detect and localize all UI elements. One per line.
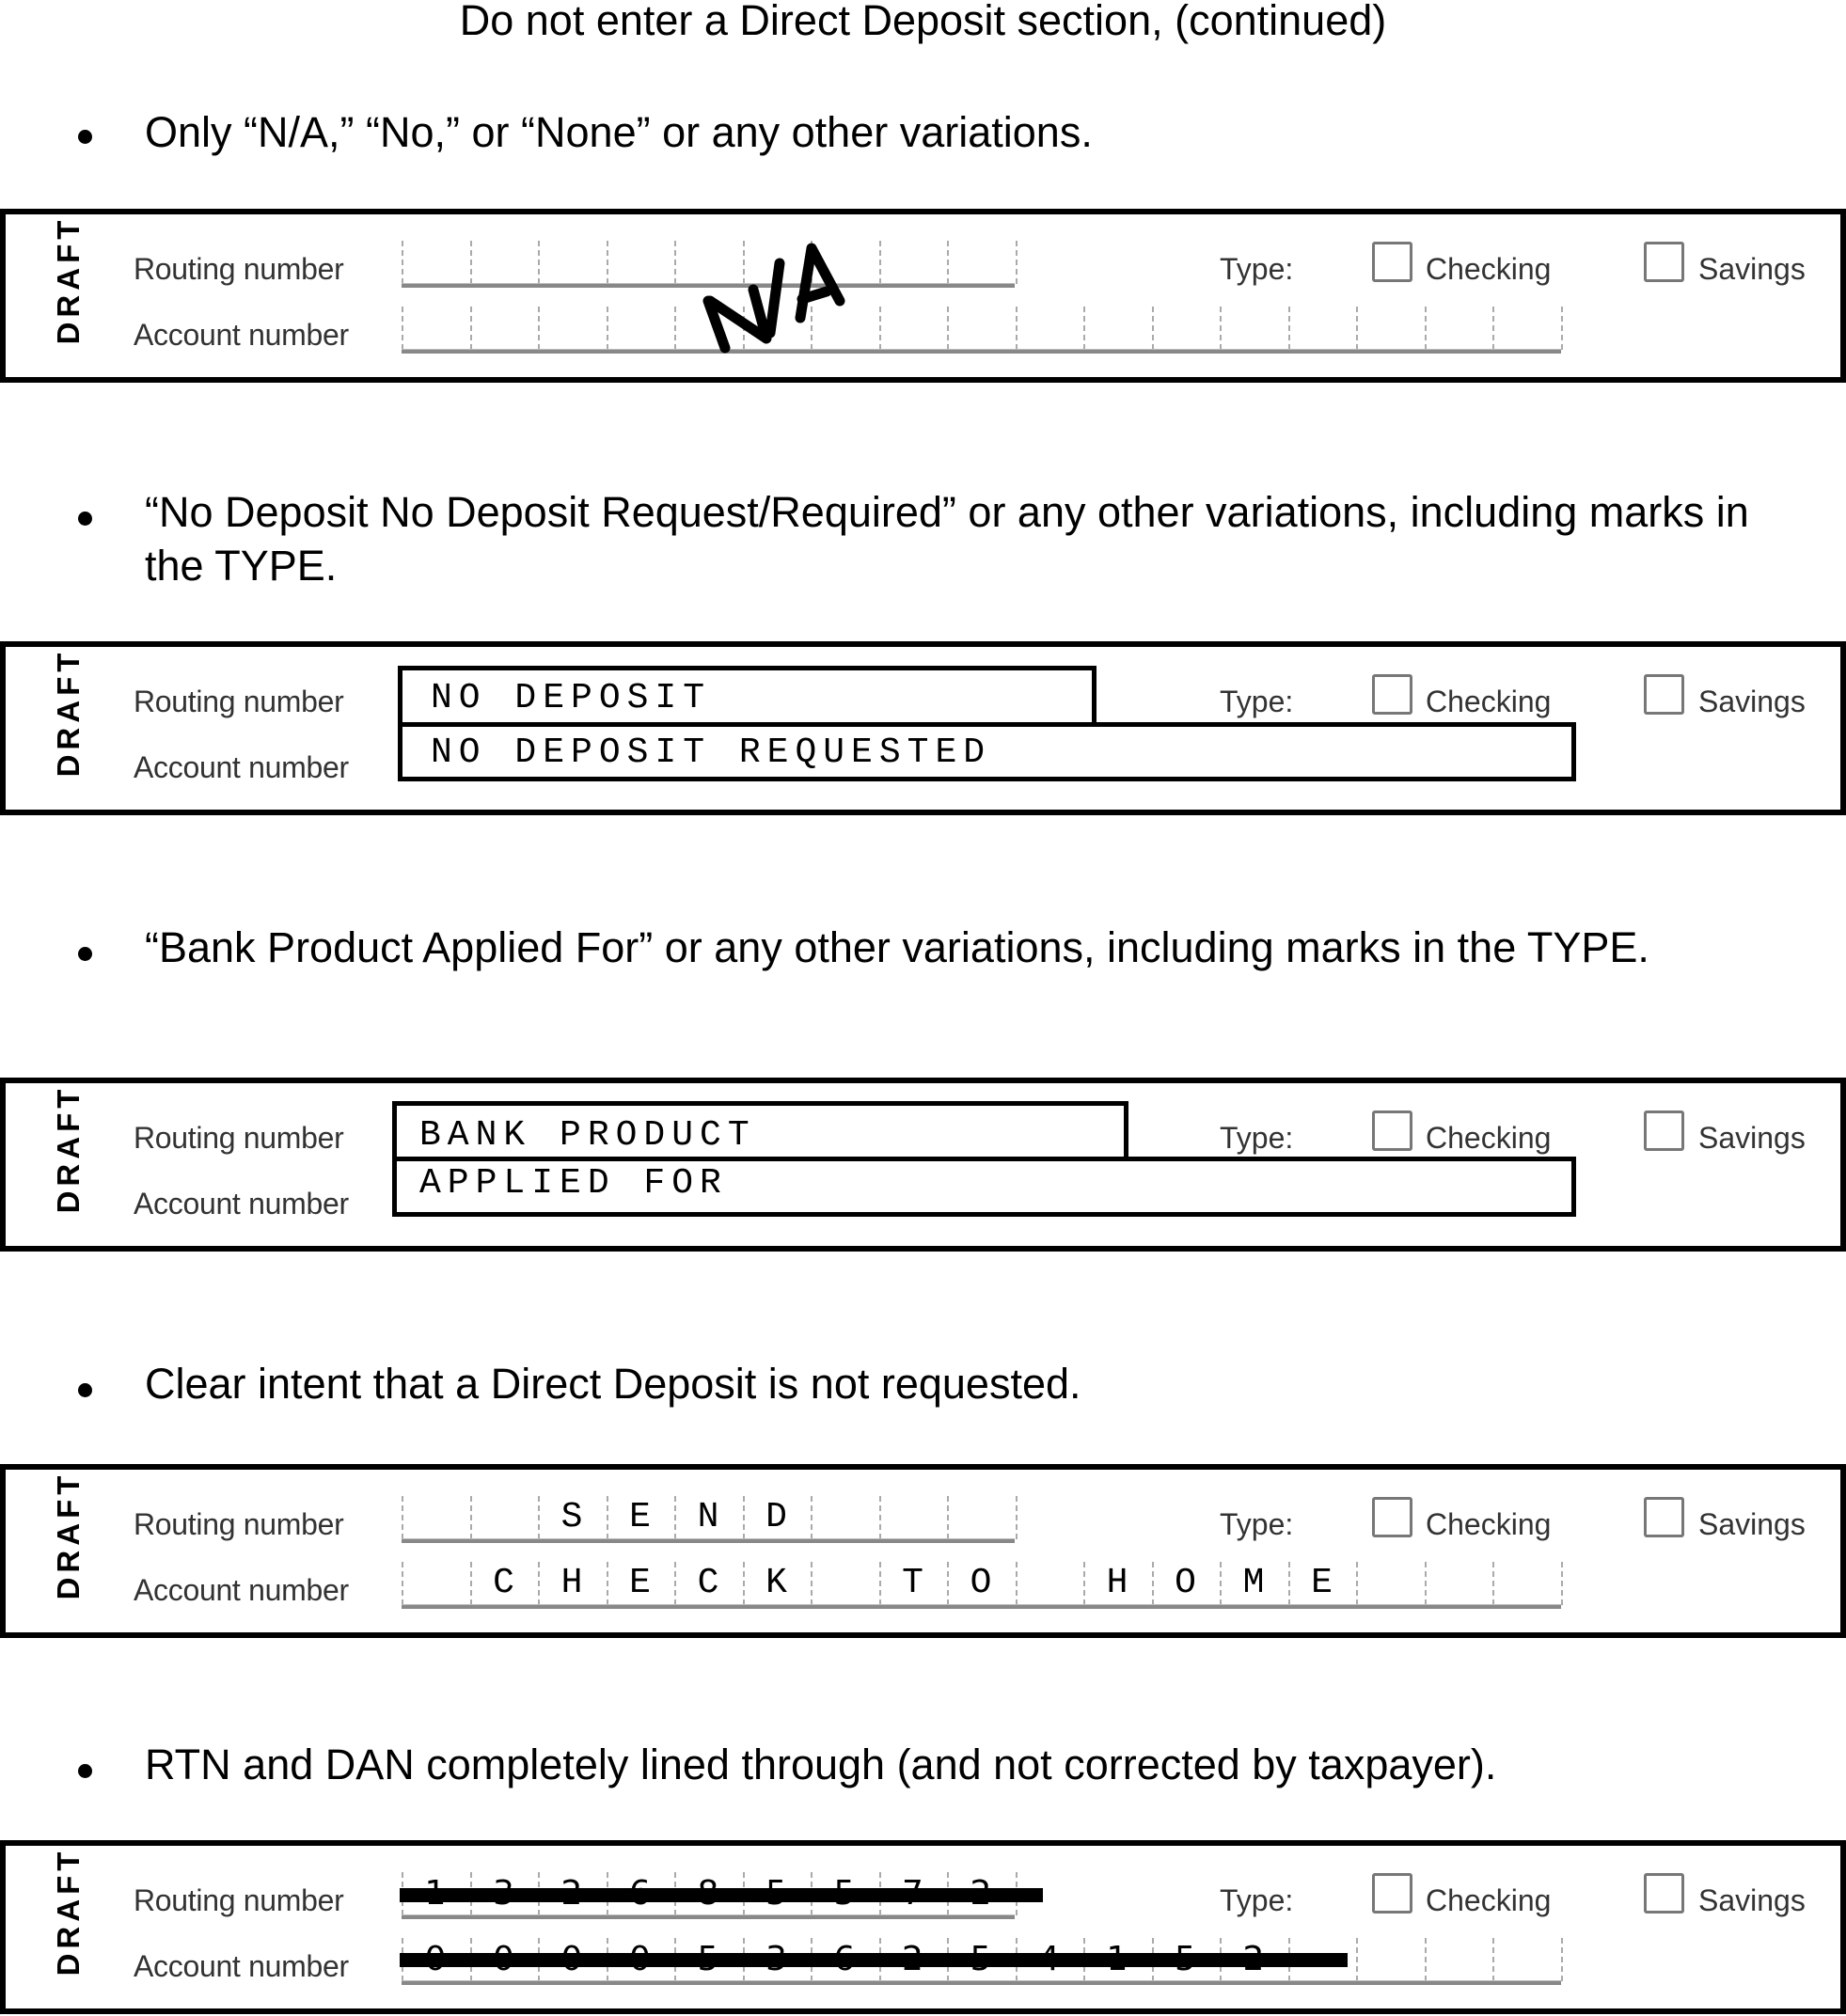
cell-divider <box>674 241 676 284</box>
cell-divider <box>402 1496 403 1539</box>
cell-divider <box>1561 1938 1563 1981</box>
cell-divider <box>947 241 949 284</box>
cell-divider <box>947 307 949 350</box>
cell-character: C <box>493 1563 514 1603</box>
cell-divider <box>607 241 608 284</box>
cell-divider <box>1152 307 1154 350</box>
cell-divider <box>607 307 608 350</box>
cell-divider <box>1016 307 1018 350</box>
type-label: Type: <box>1220 252 1294 286</box>
bullet-item <box>0 1357 1846 1470</box>
bullet-item <box>0 485 1846 598</box>
cell-divider <box>470 307 472 350</box>
checking-label: Checking <box>1426 252 1552 286</box>
cell-divider <box>1220 307 1222 350</box>
savings-checkbox[interactable] <box>1644 1110 1684 1151</box>
routing-number-entry[interactable] <box>392 1101 1128 1161</box>
savings-label: Savings <box>1698 685 1806 718</box>
bullet-text: Only “N/A,” “No,” or “None” or any other variations. <box>145 108 1093 156</box>
cell-character: M <box>1242 1563 1265 1603</box>
cell-divider <box>947 1496 949 1539</box>
draft-label: DRAFT <box>51 1471 86 1600</box>
direct-deposit-form <box>0 1078 1846 1252</box>
checking-label: Checking <box>1426 1507 1552 1541</box>
account-number-entry[interactable] <box>398 722 1576 781</box>
cell-character: E <box>629 1497 651 1537</box>
cell-character: E <box>1311 1563 1333 1603</box>
cell-character: E <box>629 1563 651 1603</box>
direct-deposit-form <box>0 209 1846 383</box>
checking-label: Checking <box>1426 1883 1552 1917</box>
savings-label: Savings <box>1698 252 1806 286</box>
checking-label: Checking <box>1426 685 1552 718</box>
checking-label: Checking <box>1426 1121 1552 1155</box>
page-title: Do not enter a Direct Deposit section, (continued) <box>459 0 1387 44</box>
cell-character: K <box>765 1563 787 1603</box>
bullet-text: Clear intent that a Direct Deposit is not requested. <box>145 1360 1081 1408</box>
cell-divider <box>402 241 403 284</box>
routing-number-field[interactable] <box>402 1492 1015 1541</box>
account-number-label: Account number <box>134 1949 349 1983</box>
cell-character: H <box>1106 1563 1128 1603</box>
cell-divider <box>402 1562 403 1605</box>
routing-number-label: Routing number <box>134 252 344 286</box>
checking-checkbox[interactable] <box>1372 1110 1412 1151</box>
cell-divider <box>1425 1562 1427 1605</box>
cell-divider <box>1016 241 1018 284</box>
bullet-item <box>0 921 1846 1033</box>
cell-divider <box>1016 1496 1018 1539</box>
cell-divider <box>879 307 881 350</box>
type-label: Type: <box>1220 1507 1294 1541</box>
savings-checkbox[interactable] <box>1644 242 1684 282</box>
cell-character: S <box>560 1497 583 1537</box>
routing-number-label: Routing number <box>134 1883 344 1917</box>
cell-divider <box>1288 307 1290 350</box>
direct-deposit-form <box>0 641 1846 815</box>
field-underline <box>402 1538 1015 1543</box>
account-number-label: Account number <box>134 1187 349 1221</box>
cell-divider <box>1561 307 1563 350</box>
bullet-dot-icon <box>78 512 92 526</box>
account-number-label: Account number <box>134 1573 349 1607</box>
field-underline <box>402 1980 1561 1985</box>
cell-divider <box>811 1496 813 1539</box>
bullet-text: RTN and DAN completely lined through (and not corrected by taxpayer). <box>145 1740 1497 1788</box>
savings-label: Savings <box>1698 1121 1806 1155</box>
cell-divider <box>538 307 540 350</box>
account-number-field[interactable] <box>402 303 1561 352</box>
cell-divider <box>470 1496 472 1539</box>
type-label: Type: <box>1220 1121 1294 1155</box>
bullet-dot-icon <box>78 1383 92 1397</box>
bullet-text: “Bank Product Applied For” or any other variations, including marks in the TYPE. <box>145 923 1649 971</box>
checking-checkbox[interactable] <box>1372 242 1412 282</box>
savings-label: Savings <box>1698 1507 1806 1541</box>
bullet-text: “No Deposit No Deposit Request/Required” or any other variations, including marks in the TYPE. <box>145 488 1749 590</box>
savings-checkbox[interactable] <box>1644 674 1684 715</box>
cell-divider <box>538 241 540 284</box>
cell-divider <box>1425 307 1427 350</box>
cell-divider <box>879 241 881 284</box>
routing-number-entry[interactable] <box>398 666 1097 727</box>
routing-number-label: Routing number <box>134 1507 344 1541</box>
field-underline <box>402 349 1561 354</box>
routing-number-label: Routing number <box>134 685 344 718</box>
routing-entry-text: BANK PRODUCT <box>419 1115 756 1156</box>
bullet-dot-icon <box>78 947 92 961</box>
draft-label: DRAFT <box>51 1084 86 1214</box>
cell-divider <box>674 307 676 350</box>
routing-strikethrough-line <box>400 1888 1043 1902</box>
cell-character: T <box>902 1563 923 1603</box>
checking-checkbox[interactable] <box>1372 1873 1412 1914</box>
account-entry-text: NO DEPOSIT REQUESTED <box>431 732 992 773</box>
account-number-label: Account number <box>134 750 349 784</box>
cell-character: H <box>560 1563 583 1603</box>
account-number-field[interactable] <box>402 1558 1561 1607</box>
savings-checkbox[interactable] <box>1644 1873 1684 1914</box>
routing-entry-text: NO DEPOSIT <box>431 678 712 718</box>
draft-label: DRAFT <box>51 648 86 778</box>
cell-character: C <box>697 1563 719 1603</box>
checking-checkbox[interactable] <box>1372 674 1412 715</box>
cell-divider <box>811 1562 813 1605</box>
cell-divider <box>1356 1562 1358 1605</box>
cell-character: O <box>1175 1563 1196 1603</box>
cell-divider <box>1356 307 1358 350</box>
field-underline <box>402 1914 1015 1919</box>
cell-divider <box>470 241 472 284</box>
cell-divider <box>402 307 403 350</box>
cell-divider <box>1425 1938 1427 1981</box>
bullet-item <box>0 105 1846 218</box>
draft-label: DRAFT <box>51 1847 86 1977</box>
account-number-label: Account number <box>134 318 349 352</box>
direct-deposit-form <box>0 1464 1846 1638</box>
cell-divider <box>1492 1938 1494 1981</box>
cell-divider <box>1356 1938 1358 1981</box>
cell-divider <box>1492 1562 1494 1605</box>
savings-label: Savings <box>1698 1883 1806 1917</box>
routing-number-label: Routing number <box>134 1121 344 1155</box>
account-entry-text: APPLIED FOR <box>419 1163 728 1204</box>
account-strikethrough-line <box>400 1953 1348 1967</box>
draft-label: DRAFT <box>51 215 86 345</box>
bullet-item <box>0 1738 1846 1851</box>
bullet-dot-icon <box>78 130 92 144</box>
cell-character: N <box>697 1497 719 1537</box>
cell-divider <box>1561 1562 1563 1605</box>
cell-divider <box>1492 307 1494 350</box>
savings-checkbox[interactable] <box>1644 1497 1684 1537</box>
type-label: Type: <box>1220 1883 1294 1917</box>
type-label: Type: <box>1220 685 1294 718</box>
bullet-dot-icon <box>78 1764 92 1778</box>
account-number-entry[interactable] <box>392 1157 1576 1217</box>
cell-divider <box>1016 1562 1018 1605</box>
cell-character: D <box>765 1497 787 1537</box>
direct-deposit-form <box>0 1840 1846 2014</box>
cell-character: O <box>970 1563 992 1603</box>
handwritten-na-mark <box>697 243 866 355</box>
cell-divider <box>1083 307 1085 350</box>
field-underline <box>402 1604 1561 1609</box>
checking-checkbox[interactable] <box>1372 1497 1412 1537</box>
cell-divider <box>879 1496 881 1539</box>
